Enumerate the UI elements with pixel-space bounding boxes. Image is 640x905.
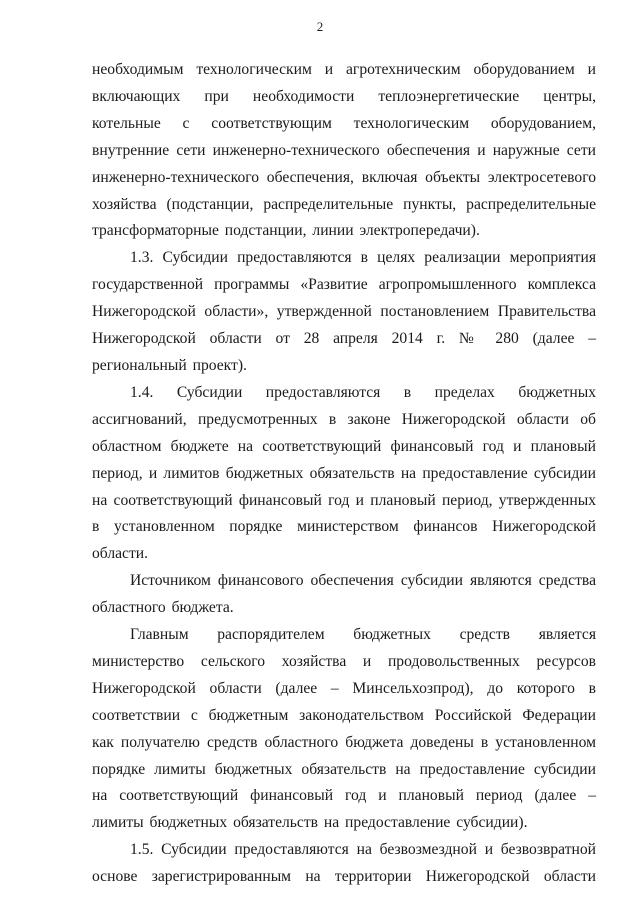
- paragraph-1-3: 1.3. Субсидии предоставляются в целях реализации мероприятия государственной программы «Развитие агропромышленного комплекса Нижегородской области», утвержденной постановлением Правительства Нижегородской области от 28 апреля 2014 г. № 280 (далее – региональный проект).: [92, 249, 596, 374]
- paragraph-1-5: 1.5. Субсидии предоставляются на безвозмездной и безвозвратной основе зарегистрированным на территории Нижегородской области: [92, 841, 596, 886]
- paragraph-1-4: 1.4. Субсидии предоставляются в пределах бюджетных ассигнований, предусмотренных в законе Нижегородской области об областном бюджете на соответствующий финансовый год и плановый период, и лимитов бюджетных обязательств на предоставление субсидии на соответствующий финансовый год и плановый период, утвержденных в установленном порядке министерством финансов Нижегородской области.: [92, 383, 596, 563]
- paragraph-main-administrator: Главным распорядителем бюджетных средств является министерство сельского хозяйства и продовольственных ресурсов Нижегородской области (далее – Минсельхозпрод), до которого в соответствии с бюджетным законодательством Российской Федерации как получателю средств областного бюджета доведены в установленном порядке лимиты бюджетных обязательств на предоставление субсидии на соответствующий финансовый год и плановый период (далее – лимиты бюджетных обязательств на предоставление субсидии).: [92, 626, 596, 832]
- paragraph-funding-source: Источником финансового обеспечения субсидии являются средства областного бюджета.: [92, 572, 596, 617]
- page-number: 2: [316, 19, 324, 34]
- document-body: [92, 57, 596, 891]
- paragraph-continuation: необходимым технологическим и агротехническим оборудованием и включающих при необходимости теплоэнергетические центры, котельные с соответствующим технологическим оборудованием, внутренние сети инженерно-технического обеспечения и наружные сети инженерно-технического обеспечения, включая объекты электросетевого хозяйства (подстанции, распределительные пункты, распределительные трансформаторные подстанции, линии электропередачи).: [92, 61, 596, 240]
